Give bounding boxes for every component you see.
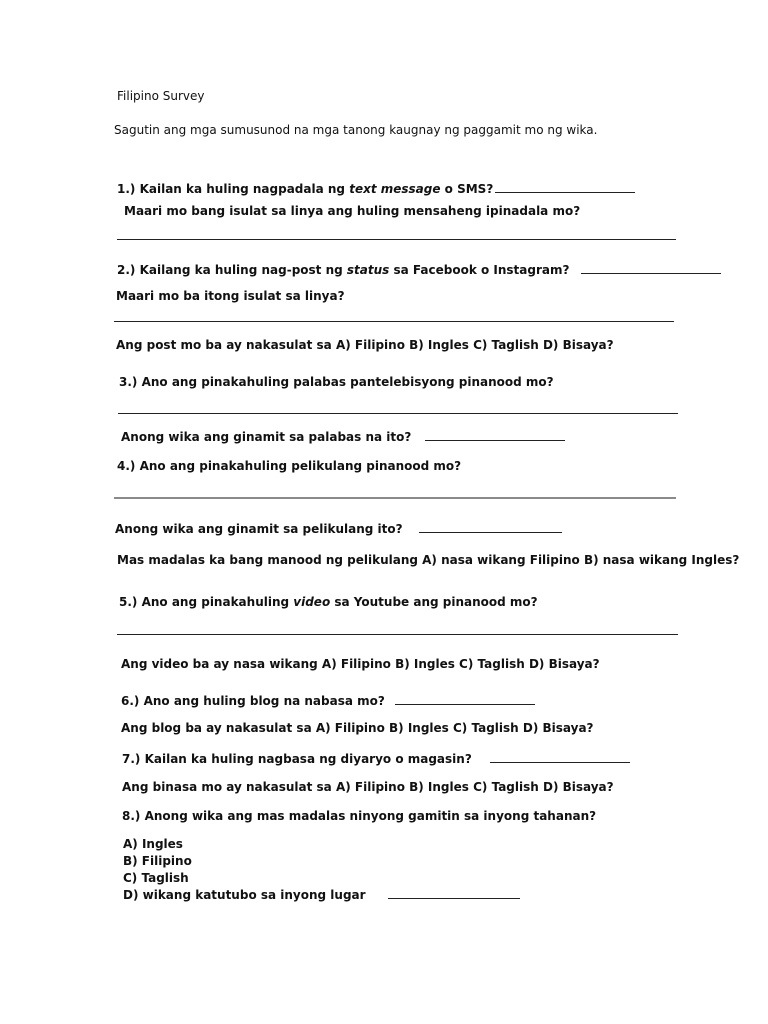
question-5 xyxy=(119,595,538,610)
question-1-text-a: 1.) Kailan ka huling nagpadala ng xyxy=(117,182,350,196)
question-8-option-d-text: D) wikang katutubo sa inyong lugar xyxy=(123,888,366,902)
question-1-emphasis: text message xyxy=(349,182,441,196)
question-6-blank[interactable] xyxy=(395,693,535,705)
question-4-answer-line[interactable] xyxy=(114,497,676,499)
question-3: 3.) Ano ang pinakahuling palabas pantelebisyong pinanood mo? xyxy=(119,375,554,389)
question-4-language xyxy=(115,521,562,537)
question-4-blank[interactable] xyxy=(419,521,562,533)
question-7-blank[interactable] xyxy=(490,751,630,763)
question-8-blank[interactable] xyxy=(388,887,520,899)
question-3-answer-line[interactable] xyxy=(118,413,678,414)
question-3-blank[interactable] xyxy=(425,429,565,441)
question-1-text-b: o SMS? xyxy=(440,182,494,196)
question-6-language: Ang blog ba ay nakasulat sa A) Filipino B) Ingles C) Taglish D) Bisaya? xyxy=(121,721,594,735)
question-5-answer-line[interactable] xyxy=(117,634,678,635)
question-4: 4.) Ano ang pinakahuling pelikulang pinanood mo? xyxy=(117,459,462,473)
question-5-language: Ang video ba ay nasa wikang A) Filipino B) Ingles C) Taglish D) Bisaya? xyxy=(121,657,600,671)
question-5-emphasis: video xyxy=(293,595,331,609)
question-7-text: 7.) Kailan ka huling nagbasa ng diyaryo o magasin? xyxy=(122,752,472,766)
question-8-option-c: C) Taglish xyxy=(123,871,189,885)
question-4-frequency: Mas madalas ka bang manood ng pelikulang A) nasa wikang Filipino B) nasa wikang Ingles? xyxy=(117,553,740,567)
question-2-text-a: 2.) Kailang ka huling nag-post ng xyxy=(117,263,347,277)
question-2-language: Ang post mo ba ay nakasulat sa A) Filipino B) Ingles C) Taglish D) Bisaya? xyxy=(116,338,614,352)
question-6-text: 6.) Ano ang huling blog na nabasa mo? xyxy=(121,694,385,708)
question-1 xyxy=(117,181,635,197)
question-2-text-b: sa Facebook o Instagram? xyxy=(389,263,570,277)
question-1-sub: Maari mo bang isulat sa linya ang huling mensaheng ipinadala mo? xyxy=(124,204,581,218)
question-8-option-d xyxy=(123,887,520,903)
question-2-answer-line[interactable] xyxy=(114,321,674,322)
question-8-option-b: B) Filipino xyxy=(123,854,192,868)
question-5-text-a: 5.) Ano ang pinakahuling xyxy=(119,595,294,609)
question-3-language-text: Anong wika ang ginamit sa palabas na ito? xyxy=(121,430,412,444)
question-2-emphasis: status xyxy=(346,263,390,277)
question-1-answer-line[interactable] xyxy=(117,239,676,240)
instructions: Sagutin ang mga sumusunod na mga tanong kaugnay ng paggamit mo ng wika. xyxy=(114,123,598,137)
question-6 xyxy=(121,693,535,709)
question-5-text-b: sa Youtube ang pinanood mo? xyxy=(330,595,538,609)
question-4-language-text: Anong wika ang ginamit sa pelikulang ito? xyxy=(115,522,403,536)
question-8: 8.) Anong wika ang mas madalas ninyong gamitin sa inyong tahanan? xyxy=(122,809,597,823)
question-7 xyxy=(122,751,630,767)
question-8-option-a: A) Ingles xyxy=(123,837,183,851)
question-3-language xyxy=(121,429,565,445)
question-2-sub: Maari mo ba itong isulat sa linya? xyxy=(116,289,345,303)
question-2 xyxy=(117,262,721,278)
question-1-blank[interactable] xyxy=(495,181,635,193)
question-7-language: Ang binasa mo ay nakasulat sa A) Filipino B) Ingles C) Taglish D) Bisaya? xyxy=(122,780,614,794)
survey-title: Filipino Survey xyxy=(117,89,205,103)
question-2-blank[interactable] xyxy=(581,262,721,274)
